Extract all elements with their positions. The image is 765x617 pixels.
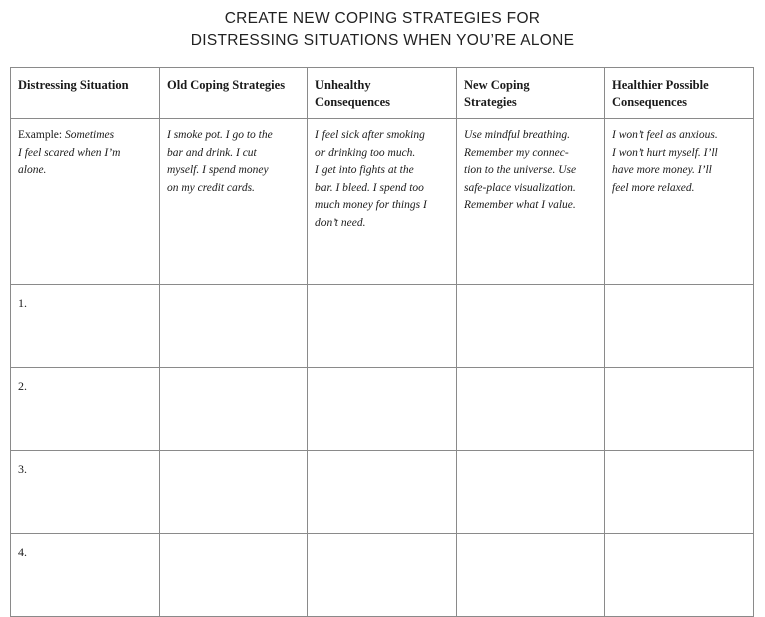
header-text: Old Coping Strategies	[167, 78, 286, 92]
table-row	[11, 451, 754, 534]
header-text: Unhealthy	[315, 78, 371, 92]
table-row	[11, 285, 754, 368]
blank-cell	[160, 451, 308, 534]
example-situation-text: Sometimes	[64, 129, 115, 141]
example-situation-line: alone.	[18, 164, 47, 177]
example-unhealthy-line: don’t need.	[315, 216, 366, 229]
header-distressing-situation	[11, 68, 160, 119]
example-old-strategies-line: myself. I spend money	[167, 164, 269, 177]
blank-cell	[605, 368, 754, 451]
row-number-cell	[11, 285, 160, 368]
header-text: Strategies	[464, 95, 517, 109]
header-text: Healthier Possible	[612, 78, 709, 92]
blank-cell	[605, 451, 754, 534]
blank-cell	[605, 534, 754, 617]
example-unhealthy-line: much money for things I	[315, 199, 427, 212]
blank-cell	[308, 451, 457, 534]
blank-cell	[457, 451, 605, 534]
example-healthier-line: I won’t feel as anxious.	[612, 129, 718, 141]
example-old-strategies-line: on my credit cards.	[167, 181, 255, 194]
example-healthier-line: I won’t hurt myself. I’ll	[612, 146, 718, 159]
example-healthier-line: have more money. I’ll	[612, 164, 712, 177]
row-number: 4.	[18, 545, 27, 559]
example-old-strategies-line: I smoke pot. I go to the	[167, 129, 273, 141]
worksheet-title-line-1: CREATE NEW COPING STRATEGIES FOR	[224, 10, 541, 27]
example-old-strategies-line: bar and drink. I cut	[167, 146, 257, 159]
table-row	[11, 368, 754, 451]
example-new-strategies-line: Use mindful breathing.	[464, 129, 570, 141]
blank-cell	[308, 534, 457, 617]
example-row	[11, 119, 754, 285]
example-healthier-line: feel more relaxed.	[612, 181, 695, 194]
worksheet-title-line-2: DISTRESSING SITUATIONS WHEN YOU’RE ALONE	[190, 32, 575, 49]
row-number: 2.	[18, 379, 27, 393]
example-new-strategies-cell	[457, 119, 605, 285]
row-number-cell	[11, 368, 160, 451]
blank-cell	[457, 368, 605, 451]
blank-cell	[160, 534, 308, 617]
blank-cell	[308, 285, 457, 368]
example-situation-cell	[11, 119, 160, 285]
example-unhealthy-line: bar. I bleed. I spend too	[315, 181, 424, 194]
row-number: 3.	[18, 462, 27, 476]
blank-cell	[308, 368, 457, 451]
worksheet-title	[0, 8, 765, 52]
example-new-strategies-line: Remember my connec-	[464, 146, 569, 159]
example-situation-line	[18, 127, 154, 145]
blank-cell	[457, 534, 605, 617]
table-row	[11, 534, 754, 617]
example-unhealthy-line: I get into fights at the	[315, 164, 414, 177]
example-old-strategies-cell	[160, 119, 308, 285]
example-unhealthy-consequences-cell	[308, 119, 457, 285]
header-text: Consequences	[315, 95, 391, 109]
header-unhealthy-consequences	[308, 68, 457, 119]
row-number: 1.	[18, 296, 27, 310]
header-healthier-possible-consequences	[605, 68, 754, 119]
header-text: Consequences	[612, 95, 688, 109]
header-old-coping-strategies	[160, 68, 308, 119]
row-number-cell	[11, 534, 160, 617]
header-text: New Coping	[464, 78, 530, 92]
example-label: Example:	[18, 129, 63, 141]
blank-cell	[160, 285, 308, 368]
blank-cell	[457, 285, 605, 368]
row-number-cell	[11, 451, 160, 534]
example-new-strategies-line: Remember what I value.	[464, 199, 576, 212]
blank-cell	[605, 285, 754, 368]
header-text: Distressing Situation	[18, 78, 129, 92]
example-situation-line: I feel scared when I’m	[18, 146, 121, 159]
blank-cell	[160, 368, 308, 451]
header-new-coping-strategies	[457, 68, 605, 119]
example-new-strategies-line: tion to the universe. Use	[464, 164, 577, 177]
example-unhealthy-line: I feel sick after smoking	[315, 129, 425, 141]
example-healthier-consequences-cell	[605, 119, 754, 285]
example-new-strategies-line: safe-place visualization.	[464, 181, 576, 194]
example-unhealthy-line: or drinking too much.	[315, 146, 416, 159]
coping-strategies-table	[10, 67, 754, 617]
header-row	[11, 68, 754, 119]
